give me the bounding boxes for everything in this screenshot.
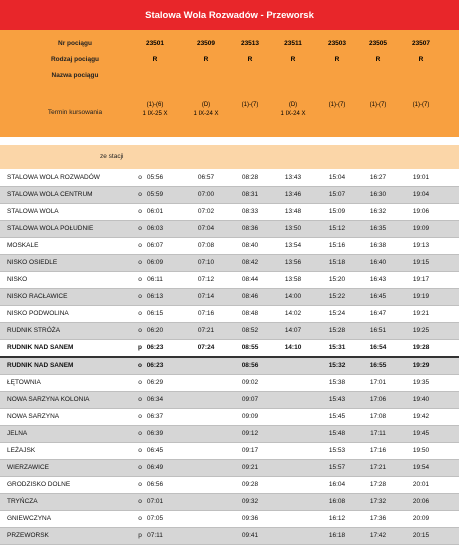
time-cell: 19:54 bbox=[412, 464, 430, 471]
arrival-departure-marker: o bbox=[138, 225, 142, 232]
station-name: NISKO RACŁAWICE bbox=[7, 293, 68, 300]
table-row bbox=[0, 255, 459, 272]
time-cell: 15:45 bbox=[328, 413, 346, 420]
station-name: NISKO bbox=[7, 276, 28, 283]
time-cell: 15:20 bbox=[328, 276, 346, 283]
arrival-departure-marker: o bbox=[138, 293, 142, 300]
arrival-departure-marker: o bbox=[138, 208, 142, 215]
time-cell: 16:54 bbox=[369, 344, 387, 351]
time-cell: 13:58 bbox=[284, 276, 302, 283]
arrival-departure-marker: o bbox=[138, 242, 142, 249]
table-row bbox=[0, 358, 459, 375]
arrival-departure-marker: o bbox=[138, 310, 142, 317]
time-cell: 06:29 bbox=[146, 379, 164, 386]
time-cell: 09:09 bbox=[241, 413, 259, 420]
time-cell: 20:01 bbox=[412, 481, 430, 488]
time-cell: 07:05 bbox=[146, 515, 164, 522]
time-cell: 07:00 bbox=[197, 191, 215, 198]
time-cell: 17:08 bbox=[369, 413, 387, 420]
arrival-departure-marker: o bbox=[138, 396, 142, 403]
time-cell: 15:04 bbox=[328, 174, 346, 181]
station-name: JELNA bbox=[7, 430, 28, 437]
time-cell: 07:21 bbox=[197, 327, 215, 334]
time-cell: 19:06 bbox=[412, 208, 430, 215]
time-cell: 06:15 bbox=[146, 310, 164, 317]
time-cell: 08:40 bbox=[241, 242, 259, 249]
station-name: STALOWA WOLA ROZWADÓW bbox=[7, 174, 100, 181]
time-cell: 08:33 bbox=[241, 208, 259, 215]
time-cell: 06:01 bbox=[146, 208, 164, 215]
time-cell: 06:07 bbox=[146, 242, 164, 249]
time-cell: 13:50 bbox=[284, 225, 302, 232]
train-kind: R bbox=[290, 56, 296, 63]
arrival-departure-marker: p bbox=[138, 532, 142, 539]
time-cell: 13:56 bbox=[284, 259, 302, 266]
time-cell: 17:16 bbox=[369, 447, 387, 454]
time-cell: 08:46 bbox=[241, 293, 259, 300]
time-cell: 19:09 bbox=[412, 225, 430, 232]
station-name: PRZEWORSK bbox=[7, 532, 49, 539]
station-name: RUDNIK NAD SANEM bbox=[7, 344, 74, 351]
time-cell: 07:14 bbox=[197, 293, 215, 300]
time-cell: 07:11 bbox=[147, 532, 163, 539]
table-row bbox=[0, 340, 459, 358]
table-row bbox=[0, 306, 459, 323]
time-cell: 15:18 bbox=[328, 259, 346, 266]
table-row bbox=[0, 460, 459, 477]
time-cell: 16:04 bbox=[328, 481, 346, 488]
schedule-days: (1)-(6) bbox=[146, 102, 164, 108]
station-name: NISKO OSIEDLE bbox=[7, 259, 58, 266]
time-cell: 20:09 bbox=[412, 515, 430, 522]
schedule-period: 1 IX-25 X bbox=[142, 111, 168, 117]
time-cell: 15:24 bbox=[328, 310, 346, 317]
time-cell: 15:38 bbox=[328, 379, 346, 386]
from-station-label: ze stacji bbox=[100, 153, 124, 160]
table-row bbox=[0, 289, 459, 306]
time-cell: 06:45 bbox=[146, 447, 164, 454]
time-cell: 08:48 bbox=[241, 310, 259, 317]
train-number: 23505 bbox=[368, 40, 388, 47]
station-name: STALOWA WOLA POŁUDNIE bbox=[7, 225, 94, 232]
station-name: NOWA SARZYNA KOLONIA bbox=[7, 396, 90, 403]
timetable-rows bbox=[0, 170, 459, 545]
time-cell: 06:11 bbox=[147, 276, 163, 283]
time-cell: 16:55 bbox=[369, 362, 387, 369]
train-kind: R bbox=[203, 56, 209, 63]
table-row bbox=[0, 528, 459, 545]
time-cell: 15:12 bbox=[328, 225, 346, 232]
table-row bbox=[0, 323, 459, 340]
station-name: LEŻAJSK bbox=[7, 447, 36, 454]
table-row bbox=[0, 221, 459, 238]
time-cell: 15:28 bbox=[328, 327, 346, 334]
time-cell: 07:04 bbox=[197, 225, 215, 232]
time-cell: 06:23 bbox=[146, 362, 164, 369]
time-cell: 16:45 bbox=[369, 293, 387, 300]
time-cell: 16:47 bbox=[369, 310, 387, 317]
time-cell: 20:06 bbox=[412, 498, 430, 505]
time-cell: 09:02 bbox=[241, 379, 259, 386]
time-cell: 14:10 bbox=[284, 344, 302, 351]
train-kind: R bbox=[152, 56, 158, 63]
train-kind: R bbox=[247, 56, 253, 63]
table-row bbox=[0, 272, 459, 289]
station-name: MOSKALE bbox=[7, 242, 39, 249]
time-cell: 15:07 bbox=[328, 191, 346, 198]
station-name: STALOWA WOLA CENTRUM bbox=[7, 191, 93, 198]
arrival-departure-marker: o bbox=[138, 379, 142, 386]
station-name: TRYŃCZA bbox=[7, 498, 38, 505]
time-cell: 19:40 bbox=[412, 396, 430, 403]
time-cell: 13:46 bbox=[284, 191, 302, 198]
time-cell: 06:13 bbox=[146, 293, 164, 300]
time-cell: 19:13 bbox=[412, 242, 430, 249]
time-cell: 15:31 bbox=[328, 344, 346, 351]
time-cell: 16:32 bbox=[369, 208, 387, 215]
time-cell: 17:11 bbox=[370, 430, 386, 437]
time-cell: 07:16 bbox=[197, 310, 215, 317]
time-cell: 09:28 bbox=[241, 481, 259, 488]
time-cell: 19:17 bbox=[412, 276, 430, 283]
time-cell: 05:59 bbox=[146, 191, 164, 198]
train-name-label: Nazwa pociągu bbox=[51, 72, 99, 79]
time-cell: 13:43 bbox=[284, 174, 302, 181]
time-cell: 09:41 bbox=[241, 532, 259, 539]
time-cell: 17:01 bbox=[369, 379, 387, 386]
time-cell: 14:00 bbox=[284, 293, 302, 300]
train-kind: R bbox=[375, 56, 381, 63]
arrival-departure-marker: o bbox=[138, 498, 142, 505]
table-row bbox=[0, 426, 459, 443]
time-cell: 08:52 bbox=[241, 327, 259, 334]
time-cell: 15:43 bbox=[328, 396, 346, 403]
time-cell: 13:54 bbox=[284, 242, 302, 249]
time-cell: 19:01 bbox=[412, 174, 430, 181]
table-row bbox=[0, 375, 459, 392]
train-kind: R bbox=[334, 56, 340, 63]
schedule-days: (1)-(7) bbox=[412, 102, 430, 108]
time-cell: 08:36 bbox=[241, 225, 259, 232]
time-cell: 06:34 bbox=[146, 396, 164, 403]
time-cell: 19:04 bbox=[412, 191, 430, 198]
time-cell: 09:32 bbox=[241, 498, 259, 505]
time-cell: 09:36 bbox=[241, 515, 259, 522]
time-cell: 09:12 bbox=[241, 430, 259, 437]
time-cell: 15:32 bbox=[328, 362, 346, 369]
time-cell: 14:07 bbox=[284, 327, 302, 334]
time-cell: 19:15 bbox=[412, 259, 430, 266]
time-cell: 16:38 bbox=[369, 242, 387, 249]
table-row bbox=[0, 238, 459, 255]
time-cell: 17:06 bbox=[369, 396, 387, 403]
train-number: 23509 bbox=[196, 40, 216, 47]
time-cell: 19:25 bbox=[412, 327, 430, 334]
time-cell: 08:31 bbox=[241, 191, 259, 198]
time-cell: 15:16 bbox=[328, 242, 346, 249]
table-row bbox=[0, 511, 459, 528]
time-cell: 09:17 bbox=[241, 447, 259, 454]
arrival-departure-marker: o bbox=[138, 430, 142, 437]
table-row bbox=[0, 494, 459, 511]
station-name: RUDNIK STRÓŻA bbox=[7, 327, 61, 334]
time-cell: 19:45 bbox=[412, 430, 430, 437]
time-cell: 16:40 bbox=[369, 259, 387, 266]
time-cell: 06:39 bbox=[146, 430, 164, 437]
time-cell: 16:27 bbox=[369, 174, 387, 181]
time-cell: 15:53 bbox=[328, 447, 346, 454]
train-number: 23513 bbox=[240, 40, 260, 47]
time-cell: 08:55 bbox=[241, 344, 259, 351]
station-name: ŁĘTOWNIA bbox=[7, 379, 41, 386]
timetable-header bbox=[0, 30, 459, 137]
time-cell: 06:57 bbox=[197, 174, 215, 181]
time-cell: 16:30 bbox=[369, 191, 387, 198]
time-cell: 06:09 bbox=[146, 259, 164, 266]
schedule-days: (1)-(7) bbox=[369, 102, 387, 108]
station-name: GNIEWCZYNA bbox=[7, 515, 52, 522]
station-name: STALOWA WOLA bbox=[7, 208, 59, 215]
table-row bbox=[0, 204, 459, 221]
time-cell: 16:43 bbox=[369, 276, 387, 283]
time-cell: 19:42 bbox=[412, 413, 430, 420]
time-cell: 19:29 bbox=[412, 362, 430, 369]
arrival-departure-marker: o bbox=[138, 327, 142, 334]
arrival-departure-marker: o bbox=[138, 515, 142, 522]
table-row bbox=[0, 409, 459, 426]
arrival-departure-marker: o bbox=[138, 464, 142, 471]
arrival-departure-marker: o bbox=[138, 174, 142, 181]
time-cell: 17:28 bbox=[369, 481, 387, 488]
arrival-departure-marker: o bbox=[138, 191, 142, 198]
time-cell: 06:23 bbox=[146, 344, 164, 351]
time-cell: 06:56 bbox=[146, 481, 164, 488]
time-cell: 16:51 bbox=[369, 327, 387, 334]
time-cell: 19:19 bbox=[412, 293, 430, 300]
time-cell: 17:21 bbox=[369, 464, 387, 471]
time-cell: 06:49 bbox=[146, 464, 164, 471]
arrival-departure-marker: o bbox=[138, 447, 142, 454]
train-number: 23511 bbox=[284, 40, 302, 47]
table-row bbox=[0, 477, 459, 494]
train-number: 23501 bbox=[145, 40, 165, 47]
station-name: GRODZISKO DOLNE bbox=[7, 481, 71, 488]
table-row bbox=[0, 170, 459, 187]
arrival-departure-marker: o bbox=[138, 481, 142, 488]
time-cell: 17:32 bbox=[369, 498, 387, 505]
time-cell: 07:08 bbox=[197, 242, 215, 249]
time-cell: 07:24 bbox=[197, 344, 215, 351]
time-cell: 19:35 bbox=[412, 379, 430, 386]
time-cell: 15:22 bbox=[328, 293, 346, 300]
station-name: NOWA SARZYNA bbox=[7, 413, 60, 420]
time-cell: 17:36 bbox=[369, 515, 387, 522]
schedule-days: (1)-(7) bbox=[328, 102, 346, 108]
time-cell: 06:20 bbox=[146, 327, 164, 334]
schedule-label: Termin kursowania bbox=[47, 109, 103, 116]
time-cell: 07:12 bbox=[197, 276, 215, 283]
station-name: WIERZAWICE bbox=[7, 464, 50, 471]
train-kind: R bbox=[418, 56, 424, 63]
train-number: 23507 bbox=[411, 40, 431, 47]
time-cell: 07:02 bbox=[197, 208, 215, 215]
from-station-header bbox=[0, 145, 459, 169]
station-name: RUDNIK NAD SANEM bbox=[7, 362, 74, 369]
time-cell: 13:48 bbox=[284, 208, 302, 215]
schedule-period: 1 IX-24 X bbox=[193, 111, 219, 117]
station-name: NISKO PODWOLINA bbox=[7, 310, 69, 317]
train-name-row bbox=[0, 68, 459, 84]
time-cell: 19:50 bbox=[412, 447, 430, 454]
time-cell: 08:42 bbox=[241, 259, 259, 266]
time-cell: 14:02 bbox=[284, 310, 302, 317]
time-cell: 19:28 bbox=[412, 344, 430, 351]
table-row bbox=[0, 392, 459, 409]
time-cell: 16:12 bbox=[328, 515, 346, 522]
time-cell: 08:56 bbox=[241, 362, 259, 369]
train-number-label: Nr pociągu bbox=[58, 40, 92, 47]
arrival-departure-marker: o bbox=[138, 362, 142, 369]
table-row bbox=[0, 443, 459, 460]
arrival-departure-marker: o bbox=[138, 259, 142, 266]
time-cell: 16:08 bbox=[328, 498, 346, 505]
time-cell: 15:09 bbox=[328, 208, 346, 215]
time-cell: 07:10 bbox=[197, 259, 215, 266]
time-cell: 19:21 bbox=[412, 310, 430, 317]
schedule-days: (D) bbox=[288, 102, 298, 108]
time-cell: 06:03 bbox=[146, 225, 164, 232]
time-cell: 08:44 bbox=[241, 276, 259, 283]
train-kind-label: Rodzaj pociągu bbox=[50, 56, 100, 63]
time-cell: 06:37 bbox=[146, 413, 164, 420]
schedule-days: (1)-(7) bbox=[241, 102, 259, 108]
time-cell: 16:18 bbox=[328, 532, 346, 539]
arrival-departure-marker: o bbox=[138, 413, 142, 420]
time-cell: 15:57 bbox=[328, 464, 346, 471]
schedule-days: (D) bbox=[201, 102, 211, 108]
train-number: 23503 bbox=[327, 40, 347, 47]
arrival-departure-marker: o bbox=[138, 276, 142, 283]
time-cell: 07:01 bbox=[146, 498, 164, 505]
table-row bbox=[0, 187, 459, 204]
time-cell: 09:07 bbox=[241, 396, 259, 403]
time-cell: 09:21 bbox=[241, 464, 259, 471]
time-cell: 05:56 bbox=[146, 174, 164, 181]
time-cell: 17:42 bbox=[369, 532, 387, 539]
time-cell: 15:48 bbox=[328, 430, 346, 437]
arrival-departure-marker: p bbox=[138, 344, 142, 351]
schedule-period: 1 IX-24 X bbox=[280, 111, 306, 117]
time-cell: 08:28 bbox=[241, 174, 259, 181]
time-cell: 20:15 bbox=[412, 532, 430, 539]
time-cell: 16:35 bbox=[369, 225, 387, 232]
timetable-title: Stalowa Wola Rozwadów - Przeworsk bbox=[0, 0, 459, 30]
